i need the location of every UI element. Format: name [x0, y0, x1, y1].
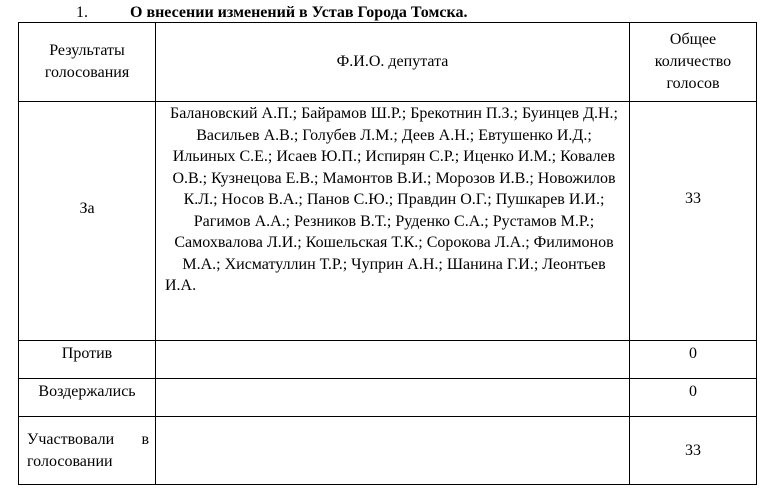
header-voting-results: Результаты голосования [19, 23, 156, 102]
deputies-list-against [156, 341, 630, 379]
count-participated: 33 [630, 417, 757, 485]
header-total-votes: Общее количество голосов [630, 23, 757, 102]
table-row-for [19, 102, 757, 341]
row-label-for: За [19, 102, 156, 341]
deputies-list-for: Балановский А.П.; Байрамов Ш.Р.; Брекотнин П.З.; Буинцев Д.Н.; Васильев А.В.; Голубев Л.М.; Деев А.Н.; Евтушенко И.Д.; Ильиных С.Е.; Исаев Ю.П.; Испирян С.Р.; Иценко И.М.; Ковалев О.В.; Кузнецова Е.В.; Мамонтов В.И.; Морозов И.В.; Новожилов К.Л.; Носов В.А.; Панов С.Ю.; Правдин О.Г.; Пушкарев И.И.; Рагимов А.А.; Резников В.Т.; Руденко С.А.; Рустамов М.Р.; Самохвалова Л.И.; Кошельская Т.К.; Сорокова Л.А.; Филимонов М.А.; Хисматуллин Т.Р.; Чуприн А.Н.; Шанина Г.И.; Леонтьев И.А. [156, 102, 630, 341]
row-label-abstained: Воздержались [19, 379, 156, 417]
table-row-abstained [19, 379, 757, 417]
count-abstained: 0 [630, 379, 757, 417]
voting-results-table [18, 22, 757, 485]
row-label-participated-text: Участвовали в голосовании [27, 430, 149, 470]
count-for: 33 [630, 102, 757, 341]
table-row-participated [19, 417, 757, 485]
agenda-item-number: 1. [76, 4, 88, 21]
deputies-list-participated [156, 417, 630, 485]
row-label-participated [19, 417, 156, 485]
deputies-list-abstained [156, 379, 630, 417]
agenda-item-title: О внесении изменений в Устав Города Томска. [130, 4, 468, 21]
table-row-against [19, 341, 757, 379]
header-deputy-name: Ф.И.О. депутата [156, 23, 630, 102]
table-header-row [19, 23, 757, 102]
row-label-against: Против [19, 341, 156, 379]
count-against: 0 [630, 341, 757, 379]
agenda-item-heading [76, 3, 467, 23]
